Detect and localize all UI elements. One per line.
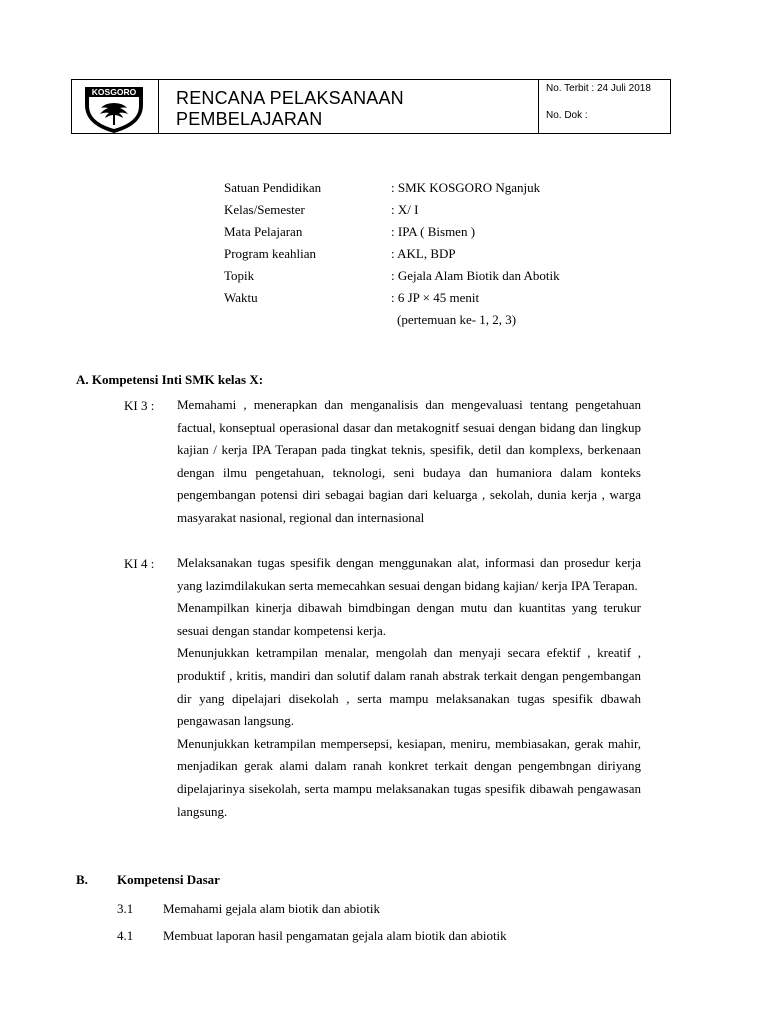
- identity-value: : SMK KOSGORO Nganjuk: [391, 180, 541, 195]
- identity-label: Topik: [224, 268, 255, 283]
- identity-label: Program keahlian: [224, 246, 317, 261]
- ki4-paragraph: Menunjukkan ketrampilan menalar, mengolah dan menyaji secara efektif , kreatif , produktif , kritis, mandiri dan solutif dalam ranah abstrak terkait dengan pengembangan dir yang dipelajari disekolah , serta mampu melaksanakan tugas spesifik dbawah pengawasan langsung.: [177, 645, 641, 729]
- kd-number: 3.1: [117, 901, 134, 916]
- section-a-title: A. Kompetensi Inti SMK kelas X:: [76, 372, 264, 387]
- ki4-paragraph: Menunjukkan ketrampilan mempersepsi, kesiapan, meniru, membiasakan, gerak mahir, menjadikan gerak alami dalam ranah konkret terkait dengan pengembngan diriyang dipelajarinya sisekolah, serta mampu melaksanakan tugas spesifik dibawah pengawasan langsung.: [177, 735, 641, 819]
- ki3-tag: KI 3 :: [124, 398, 155, 413]
- document-header: [71, 79, 671, 134]
- meeting-note: (pertemuan ke- 1, 2, 3): [397, 312, 517, 327]
- kd-text: Memahami gejala alam biotik dan abiotik: [163, 901, 380, 916]
- identity-value: : Gejala Alam Biotik dan Abotik: [391, 268, 560, 283]
- logo-cell: [72, 80, 159, 133]
- identity-label: Kelas/Semester: [224, 202, 305, 217]
- kosgoro-logo: [81, 83, 147, 135]
- ki4-tag: KI 4 :: [124, 556, 155, 571]
- identity-value: : AKL, BDP: [391, 246, 456, 261]
- identity-value: : 6 JP × 45 menit: [391, 290, 480, 305]
- identity-label: Waktu: [224, 290, 258, 305]
- logo-text: KOSGORO: [91, 87, 137, 97]
- ki3-body: [177, 394, 641, 530]
- section-b-title: Kompetensi Dasar: [117, 872, 220, 887]
- no-dok: No. Dok :: [546, 110, 588, 121]
- identity-label: Mata Pelajaran: [224, 224, 303, 239]
- kd-number: 4.1: [117, 928, 134, 943]
- ki4-body: [177, 552, 641, 823]
- ki4-paragraph: Menampilkan kinerja dibawah bimdbingan dengan mutu dan kuantitas yang terukur sesuai dengan standar kompetensi kerja.: [177, 600, 641, 638]
- identity-value: : X/ I: [391, 202, 419, 217]
- identity-label: Satuan Pendidikan: [224, 180, 322, 195]
- kd-text: Membuat laporan hasil pengamatan gejala alam biotik dan abiotik: [163, 928, 507, 943]
- identity-value: : IPA ( Bismen ): [391, 224, 476, 239]
- ki3-text: Memahami , menerapkan dan menganalisis dan mengevaluasi tentang pengetahuan factual, konseptual operasional dasar dan metakognitf sesuai dengan bidang dan lingkup kajian / kerja IPA Terapan pada tingkat teknis, spesifik, detil dan komplexs, berkenaan dengan ilmu pengetahuan, teknologi, seni budaya dan humaniora dalam konteks pengembangan potensi diri sebagai bagian dari keluarga , sekolah, dunia kerja , warga masyarakat nasional, regional dan internasional: [177, 397, 641, 525]
- ki4-paragraph: Melaksanakan tugas spesifik dengan menggunakan alat, informasi dan prosedur kerja yang lazimdilakukan serta memecahkan sesuai dengan bidang kajian/ kerja IPA Terapan.: [177, 555, 641, 593]
- no-terbit: No. Terbit : 24 Juli 2018: [546, 83, 651, 94]
- document-meta: [546, 80, 670, 133]
- title-cell: [158, 80, 539, 133]
- section-b-number: B.: [76, 872, 88, 887]
- document-title: RENCANA PELAKSANAAN PEMBELAJARAN: [176, 88, 404, 129]
